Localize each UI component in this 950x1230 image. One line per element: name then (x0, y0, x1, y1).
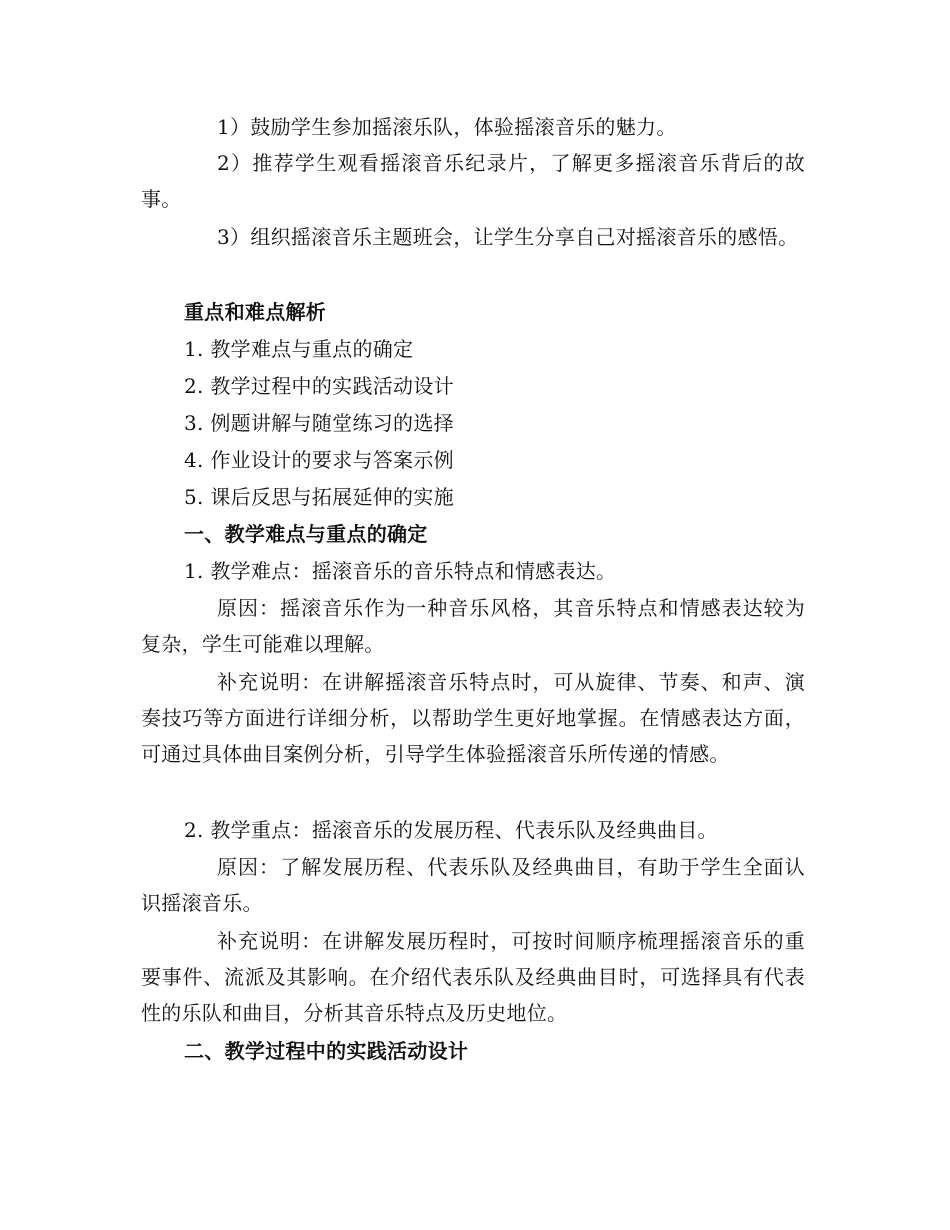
list-item: 4. 作业设计的要求与答案示例 (184, 448, 454, 472)
list-item: 5. 课后反思与拓展延伸的实施 (184, 485, 454, 509)
paragraph-encourage-band: 1）鼓励学生参加摇滚乐队，体验摇滚音乐的魅力。 (217, 115, 677, 139)
paragraph-focus-reason: 原因：了解发展历程、代表乐队及经典曲目，有助于学生全面认识摇滚音乐。 (141, 855, 805, 915)
paragraph-difficulty-reason: 原因：摇滚音乐作为一种音乐风格，其音乐特点和情感表达较为复杂，学生可能难以理解。 (141, 596, 805, 656)
heading-key-points-analysis: 重点和难点解析 (184, 300, 327, 324)
list-item: 3. 例题讲解与随堂练习的选择 (184, 411, 454, 435)
heading-section-two: 二、教学过程中的实践活动设计 (184, 1039, 469, 1063)
list-item: 2. 教学过程中的实践活动设计 (184, 374, 454, 398)
item-teaching-difficulty: 1. 教学难点：摇滚音乐的音乐特点和情感表达。 (184, 559, 617, 583)
paragraph-difficulty-note: 补充说明：在讲解摇滚音乐特点时，可从旋律、节奏、和声、演奏技巧等方面进行详细分析，以帮助学生更好地掌握。在情感表达方面，可通过具体曲目案例分析，引导学生体验摇滚音乐所传递的情感。 (141, 670, 805, 766)
paragraph-theme-class-meeting: 3）组织摇滚音乐主题班会，让学生分享自己对摇滚音乐的感悟。 (217, 225, 799, 249)
paragraph-focus-note: 补充说明：在讲解发展历程时，可按时间顺序梳理摇滚音乐的重要事件、流派及其影响。在介绍代表乐队及经典曲目时，可选择具有代表性的乐队和曲目，分析其音乐特点及历史地位。 (141, 929, 805, 1025)
list-item: 1. 教学难点与重点的确定 (184, 337, 414, 361)
item-teaching-focus: 2. 教学重点：摇滚音乐的发展历程、代表乐队及经典曲目。 (184, 818, 718, 842)
paragraph-recommend-documentary: 2）推荐学生观看摇滚音乐纪录片，了解更多摇滚音乐背后的故事。 (141, 151, 805, 211)
heading-section-one: 一、教学难点与重点的确定 (184, 522, 428, 546)
